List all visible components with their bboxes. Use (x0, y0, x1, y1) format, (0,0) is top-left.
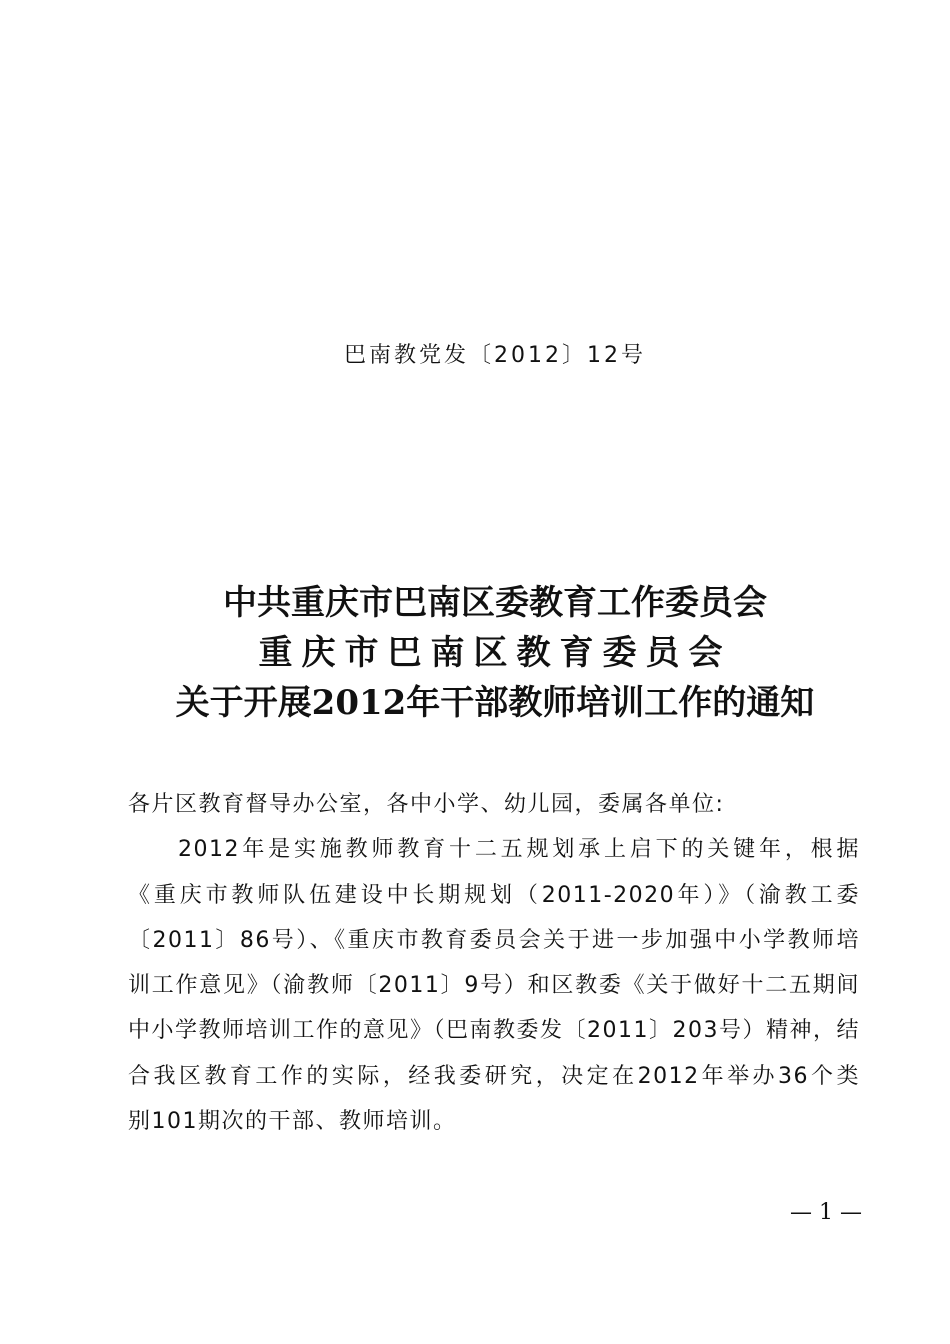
title-line-issuer-1: 中共重庆市巴南区委教育工作委员会 (223, 583, 767, 623)
document-title (0, 578, 950, 728)
paragraph-line: 中小学教师培训工作的意见》（巴南教委发〔2011〕203号）精神，结 (128, 1018, 860, 1044)
document-number: 巴南教党发〔2012〕12号 (344, 343, 646, 368)
salutation: 各片区教育督导办公室，各中小学、幼儿园，委属各单位: (128, 792, 725, 817)
paragraph-line: 训工作意见》（渝教师〔2011〕9号）和区教委《关于做好十二五期间 (128, 973, 860, 999)
paragraph-line: 2012年是实施教师教育十二五规划承上启下的关键年，根据 (178, 837, 860, 863)
paragraph-line: 别101期次的干部、教师培训。 (128, 1109, 457, 1135)
paragraph-line: 合我区教育工作的实际，经我委研究，决定在2012年举办36个类 (128, 1063, 860, 1089)
title-line-issuer-2: 重庆市巴南区教育委员会 (258, 633, 732, 673)
title-line-subject: 关于开展2012年干部教师培训工作的通知 (175, 683, 815, 723)
paragraph-line: 〔2011〕86号）、《重庆市教育委员会关于进一步加强中小学教师培 (128, 927, 860, 953)
document-body (128, 782, 860, 1144)
page-number: — 1 — (790, 1200, 862, 1225)
paragraph-line: 《重庆市教师队伍建设中长期规划（2011-2020年）》（渝教工委 (128, 882, 860, 908)
